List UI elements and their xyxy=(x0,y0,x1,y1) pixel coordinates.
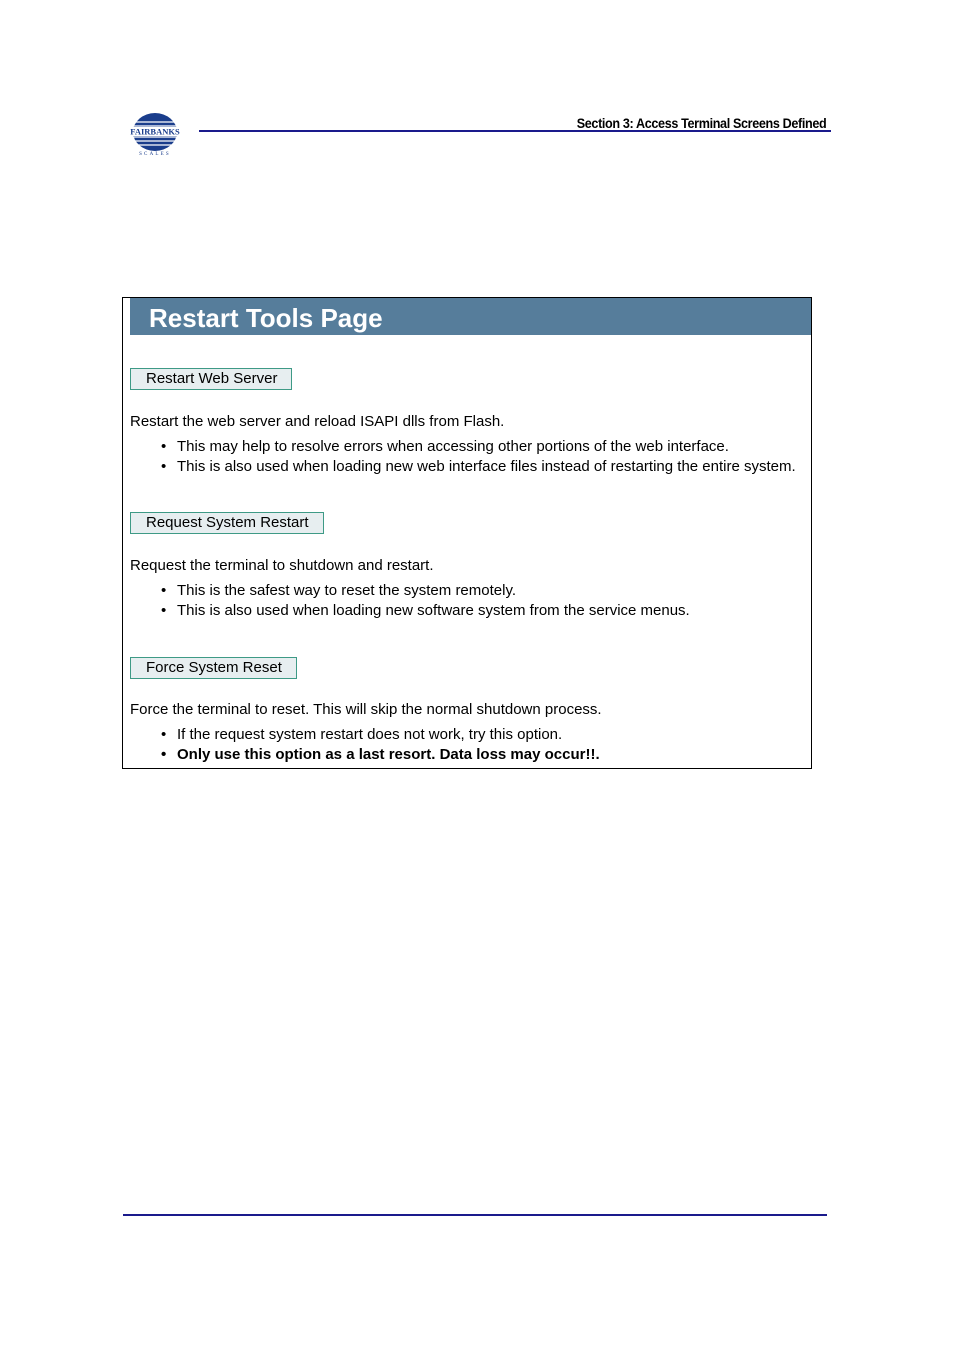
section-title: Section 3: Access Terminal Screens Defined xyxy=(576,115,826,131)
list-item: • This is also used when loading new web interface files instead of restarting the entire system. xyxy=(177,457,796,477)
footer-rule xyxy=(123,1214,827,1216)
list-item: • This is also used when loading new software system from the service menus. xyxy=(177,601,690,621)
logo-text: FAIRBANKS xyxy=(130,126,180,137)
tool-request-system-restart xyxy=(130,512,811,619)
request-system-restart-notes xyxy=(130,581,690,621)
list-item: • This is the safest way to reset the system remotely. xyxy=(177,581,690,601)
page-title: Restart Tools Page xyxy=(130,298,811,335)
tool-restart-web-server xyxy=(130,368,811,475)
logo-subtext: SCALES xyxy=(139,152,171,156)
restart-web-server-notes xyxy=(130,437,796,477)
list-item: • If the request system restart does not work, try this option. xyxy=(177,725,600,745)
request-system-restart-description: Request the terminal to shutdown and restart. xyxy=(130,557,434,574)
restart-web-server-button[interactable]: Restart Web Server xyxy=(130,368,292,390)
restart-web-server-description: Restart the web server and reload ISAPI dlls from Flash. xyxy=(130,413,505,430)
warning-list-item: • Only use this option as a last resort. Data loss may occur!!. xyxy=(177,745,600,765)
restart-tools-panel xyxy=(122,297,812,769)
force-system-reset-button[interactable]: Force System Reset xyxy=(130,657,297,679)
force-system-reset-description: Force the terminal to reset. This will skip the normal shutdown process. xyxy=(130,701,602,718)
tool-force-system-reset xyxy=(130,657,811,763)
fairbanks-logo xyxy=(125,112,185,156)
force-system-reset-notes xyxy=(130,725,600,765)
request-system-restart-button[interactable]: Request System Restart xyxy=(130,512,324,534)
list-item: • This may help to resolve errors when accessing other portions of the web interface. xyxy=(177,437,796,457)
